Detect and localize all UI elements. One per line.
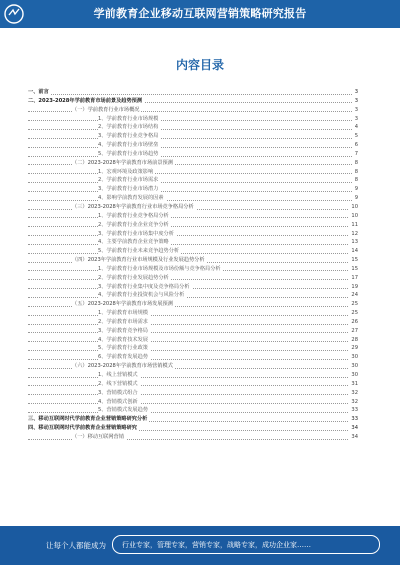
toc-entry[interactable] bbox=[28, 327, 358, 336]
toc-entry-text: 5、学前教育行业未来竞争趋势分析 bbox=[98, 248, 180, 255]
toc-leader-dots bbox=[28, 385, 358, 386]
toc-leader-dots bbox=[28, 350, 358, 351]
toc-entry-page: 15 bbox=[351, 257, 358, 264]
toc-leader-dots bbox=[28, 359, 358, 360]
toc-entry[interactable] bbox=[28, 88, 358, 97]
toc-entry-page: 27 bbox=[351, 327, 358, 334]
footer-slogan-left: 让每个人都能成为 bbox=[46, 541, 106, 550]
toc-entry-text: 3、营销模式组合 bbox=[98, 389, 138, 396]
toc-entry[interactable] bbox=[28, 398, 358, 407]
toc-entry-text: 1、学前教育行业竞争格局分析 bbox=[98, 212, 169, 219]
toc-entry[interactable] bbox=[28, 132, 358, 141]
toc-leader-dots bbox=[28, 173, 358, 174]
toc-entry-page: 9 bbox=[354, 186, 358, 193]
toc-entry-page: 31 bbox=[351, 380, 358, 387]
toc-leader-dots bbox=[28, 200, 358, 201]
toc-entry-page: 30 bbox=[351, 372, 358, 378]
toc-leader-dots bbox=[28, 324, 358, 325]
toc-entry[interactable] bbox=[28, 433, 358, 442]
toc-entry-text: （二）2023-2028年学前教育市场前景预测 bbox=[72, 159, 173, 166]
toc-entry[interactable] bbox=[28, 212, 358, 221]
toc-entry[interactable] bbox=[28, 344, 358, 353]
toc-entry-page: 4 bbox=[354, 124, 358, 131]
toc-entry-page: 3 bbox=[354, 115, 358, 122]
toc-entry-page: 8 bbox=[354, 168, 358, 175]
toc-entry[interactable] bbox=[28, 159, 358, 168]
toc-entry-page: 12 bbox=[351, 230, 358, 237]
toc-entry-page: 26 bbox=[351, 318, 358, 325]
toc-entry-page: 30 bbox=[351, 363, 358, 370]
toc-entry-text: 5、营销模式发展趋势 bbox=[98, 407, 148, 414]
toc-entry[interactable] bbox=[28, 362, 358, 371]
toc-entry-text: （一）学前教育行业市场概况 bbox=[72, 106, 140, 113]
toc-leader-dots bbox=[28, 297, 358, 298]
toc-entry-page: 34 bbox=[351, 425, 358, 432]
toc-entry[interactable] bbox=[28, 309, 358, 318]
toc-entry-text: 3、学前教育竞争格局 bbox=[98, 327, 148, 334]
footer-bar bbox=[0, 526, 400, 565]
toc-entry-page: 3 bbox=[354, 106, 358, 113]
toc-leader-dots bbox=[28, 191, 358, 192]
toc-leader-dots bbox=[28, 288, 358, 289]
toc-leader-dots bbox=[28, 394, 358, 395]
toc-entry[interactable] bbox=[28, 115, 358, 124]
toc-entry-page: 3 bbox=[354, 97, 358, 104]
toc-entry-text: 2、学前教育行业发展趋势分析 bbox=[98, 274, 169, 281]
toc-entry-page: 7 bbox=[354, 150, 358, 157]
toc-leader-dots bbox=[28, 94, 358, 95]
toc-entry-text: 6、学前教育发展趋势 bbox=[98, 354, 148, 361]
toc-entry-text: 四、移动互联网时代学前教育企业营销策略研究 bbox=[28, 425, 137, 432]
toc-leader-dots bbox=[28, 182, 358, 183]
toc-entry[interactable] bbox=[28, 300, 358, 309]
toc-entry[interactable] bbox=[28, 424, 358, 433]
toc-entry[interactable] bbox=[28, 415, 358, 424]
toc-entry-page: 15 bbox=[351, 265, 358, 272]
toc-leader-dots bbox=[28, 279, 358, 280]
toc-leader-dots bbox=[28, 147, 358, 148]
toc-entry[interactable] bbox=[28, 194, 358, 203]
toc-entry-text: 1、线上营销模式 bbox=[98, 372, 138, 378]
toc-leader-dots bbox=[28, 217, 358, 218]
toc-entry-page: 6 bbox=[354, 142, 358, 149]
toc-leader-dots bbox=[28, 315, 358, 316]
toc-entry-page: 28 bbox=[351, 336, 358, 343]
toc-entry-page: 9 bbox=[354, 195, 358, 202]
toc-entry-text: 5、学前教育行业政策 bbox=[98, 345, 148, 352]
toc-entry[interactable] bbox=[28, 150, 358, 159]
toc-entry-page: 10 bbox=[351, 203, 358, 210]
toc-entry-text: 3、学前教育行业集中度及竞争格局分析 bbox=[98, 283, 190, 290]
toc-entry[interactable] bbox=[28, 291, 358, 300]
toc-entry-text: 1、宏观环境及政策影响 bbox=[98, 168, 154, 175]
toc-entry-text: 二、2023-2028年学前教育市场前景及趋势预测 bbox=[28, 97, 143, 104]
toc-entry[interactable] bbox=[28, 274, 358, 283]
toc-entry-page: 25 bbox=[351, 310, 358, 317]
toc-entry-page: 32 bbox=[351, 389, 358, 396]
toc-entry[interactable] bbox=[28, 168, 358, 177]
toc-entry-page: 14 bbox=[351, 248, 358, 255]
toc-leader-dots bbox=[28, 226, 358, 227]
toc-entry-page: 19 bbox=[351, 283, 358, 290]
toc-leader-dots bbox=[28, 377, 358, 378]
toc-entry-text: 三、移动互联网时代学前教育企业营销策略研究分析 bbox=[28, 416, 148, 423]
toc-entry-text: 5、学前教育行业市场趋势 bbox=[98, 150, 159, 157]
toc-entry-text: 2、线下营销模式 bbox=[98, 380, 138, 387]
toc-entry-page: 8 bbox=[354, 177, 358, 184]
toc-entry-text: （五）2023-2028年学前教育市场发展预测 bbox=[72, 301, 173, 308]
toc-leader-dots bbox=[28, 332, 358, 333]
toc-leader-dots bbox=[28, 341, 358, 342]
toc-entry-page: 33 bbox=[351, 416, 358, 423]
toc-entry-text: （一）移动互联网营销 bbox=[72, 433, 124, 440]
toc-entry[interactable] bbox=[28, 203, 358, 212]
toc-entry-text: 3、学前教育行业市场集中度分析 bbox=[98, 230, 174, 237]
toc-leader-dots bbox=[28, 235, 358, 236]
toc-entry-text: 1、学前教育市场规模 bbox=[98, 310, 148, 317]
toc-entry[interactable] bbox=[28, 406, 358, 415]
toc-entry-text: （六）2023-2028年学前教育市场营销模式 bbox=[72, 363, 173, 370]
toc-entry-page: 17 bbox=[351, 274, 358, 281]
toc-leader-dots bbox=[28, 120, 358, 121]
toc-entry[interactable] bbox=[28, 238, 358, 247]
toc-entry[interactable] bbox=[28, 185, 358, 194]
toc-leader-dots bbox=[28, 403, 358, 404]
toc-entry-page: 29 bbox=[351, 345, 358, 352]
toc-entry-text: 2、学前教育行业市场结构 bbox=[98, 124, 159, 131]
toc-entry[interactable] bbox=[28, 265, 358, 274]
toc-entry[interactable] bbox=[28, 283, 358, 292]
toc-leader-dots bbox=[28, 138, 358, 139]
toc-entry[interactable] bbox=[28, 318, 358, 327]
toc-entry[interactable] bbox=[28, 353, 358, 362]
toc-leader-dots bbox=[28, 129, 358, 130]
toc-entry[interactable] bbox=[28, 221, 358, 230]
toc-leader-dots bbox=[28, 244, 358, 245]
toc-entry[interactable] bbox=[28, 106, 358, 115]
toc-entry-text: 4、学前教育行业投资机会与风险分析 bbox=[98, 292, 185, 299]
toc-entry[interactable] bbox=[28, 336, 358, 345]
toc-entry-page: 13 bbox=[351, 239, 358, 246]
toc-entry-page: 3 bbox=[354, 89, 358, 95]
toc-entry-text: 3、学前教育行业市场潜力 bbox=[98, 186, 159, 193]
toc-entry-text: 4、学前教育行业市场壁垒 bbox=[98, 142, 159, 149]
toc-entry[interactable] bbox=[28, 97, 358, 106]
toc-entry-page: 30 bbox=[351, 354, 358, 361]
footer-slogan-right: 行业专家，管理专家，营销专家，战略专家，成功企业家…… bbox=[122, 541, 311, 549]
toc-entry-text: 1、学前教育行业市场规模 bbox=[98, 115, 159, 122]
toc-entry[interactable] bbox=[28, 247, 358, 256]
toc-entry[interactable] bbox=[28, 141, 358, 150]
toc-entry[interactable] bbox=[28, 230, 358, 239]
toc-entry[interactable] bbox=[28, 389, 358, 398]
toc-entry-text: 4、主要学前教育企业竞争策略 bbox=[98, 239, 169, 246]
toc-entry-page: 8 bbox=[354, 159, 358, 166]
toc-entry-text: 3、学前教育行业竞争格局 bbox=[98, 133, 159, 140]
toc-entry-page: 5 bbox=[354, 133, 358, 140]
toc-entry-page: 10 bbox=[351, 212, 358, 219]
toc-entry-page: 32 bbox=[351, 398, 358, 405]
toc-entry-text: 4、影响学前教育发展的因素 bbox=[98, 195, 164, 202]
toc-entry-page: 34 bbox=[351, 433, 358, 440]
toc-entry-text: 2、学前教育行业市场需求 bbox=[98, 177, 159, 184]
table-of-contents bbox=[28, 88, 358, 442]
report-title: 学前教育企业移动互联网营销策略研究报告 bbox=[93, 7, 307, 20]
toc-entry-page: 25 bbox=[351, 301, 358, 308]
toc-entry-text: 2、学前教育市场需求 bbox=[98, 318, 148, 325]
toc-entry-text: 一、前言 bbox=[28, 89, 49, 95]
toc-entry[interactable] bbox=[28, 123, 358, 132]
toc-entry[interactable] bbox=[28, 256, 358, 265]
toc-entry-text: 4、营销模式创新 bbox=[98, 398, 138, 405]
toc-entry-text: （三）2023-2028年学前教育行业市场竞争格局分析 bbox=[72, 203, 194, 210]
toc-entry-page: 33 bbox=[351, 407, 358, 414]
toc-entry-text: （四）2023年学前教育行业市场规模及行业发展趋势分析 bbox=[72, 257, 205, 264]
toc-entry-text: 4、学前教育技术发展 bbox=[98, 336, 148, 343]
toc-leader-dots bbox=[28, 156, 358, 157]
toc-heading: 内容目录 bbox=[175, 58, 224, 72]
toc-entry[interactable] bbox=[28, 380, 358, 389]
toc-entry-text: 2、学前教育行业企业竞争分析 bbox=[98, 221, 169, 228]
toc-entry-page: 24 bbox=[351, 292, 358, 299]
toc-leader-dots bbox=[28, 253, 358, 254]
toc-entry-text: 1、学前教育行业市场规模及市场份额与竞争格局分析 bbox=[98, 265, 221, 272]
toc-entry[interactable] bbox=[28, 371, 358, 380]
header-bar bbox=[0, 0, 400, 28]
toc-entry[interactable] bbox=[28, 176, 358, 185]
toc-entry-page: 11 bbox=[351, 221, 358, 228]
toc-leader-dots bbox=[28, 412, 358, 413]
